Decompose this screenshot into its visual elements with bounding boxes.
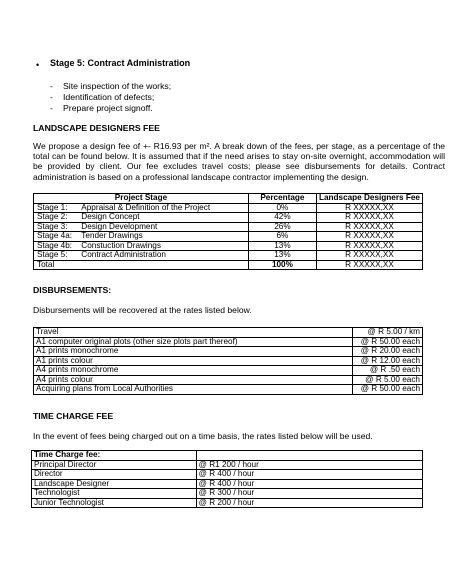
bullet-point: • (36, 60, 40, 70)
stage-percentage: 13% (248, 251, 316, 261)
disbursement-rate: @ R 50.00 each (353, 385, 423, 395)
disbursement-item: Acquiring plans from Local Authorities (34, 385, 353, 395)
time-charge-header-empty (196, 451, 422, 461)
table-total-row (34, 260, 423, 270)
disbursement-rate: @ R .50 each (353, 366, 423, 376)
time-charge-role: Junior Technologist (32, 498, 197, 508)
landscape-fee-paragraph: We propose a design fee of +- R16.93 per m². A break down of the fees, per stage, as a percentage of the total can be found below. It is assumed that if the need arises to stay on-site overnight, accommodation will be provided by client. Our fee excludes travel costs; please see disbursements for details. Contract administration is based on a professional landscape contractor implementing the design. (33, 141, 445, 182)
stage-code: Stage 4a: (34, 232, 79, 242)
disbursement-item: A1 computer original plots (other size plots part thereof) (34, 337, 353, 347)
time-charge-rate: @ R 400 / hour (196, 470, 422, 480)
stage-name: Design Development (78, 222, 248, 232)
task-item: - Prepare project signoff. (50, 103, 171, 114)
stage-name: Design Concept (78, 213, 248, 223)
header-percentage: Percentage (248, 194, 316, 204)
time-charge-role: Landscape Designer (32, 479, 197, 489)
time-charge-rate: @ R 400 / hour (196, 479, 422, 489)
stage-fee: R XXXXX,XX (316, 251, 422, 261)
table-row (34, 232, 423, 242)
disbursement-item: A4 prints monochrome (34, 366, 353, 376)
time-charge-role: Principal Director (32, 460, 197, 470)
disbursement-rate: @ R 5.00 each (353, 375, 423, 385)
table-row (34, 366, 423, 376)
disbursement-rate: @ R 20.00 each (353, 347, 423, 357)
disbursement-item: A4 prints colour (34, 375, 353, 385)
disbursements-table (33, 327, 423, 395)
time-charge-rate: @ R 300 / hour (196, 489, 422, 499)
table-row (34, 251, 423, 261)
table-row (34, 328, 423, 338)
table-header-row (34, 194, 423, 204)
stage-name: Constuction Drawings (78, 241, 248, 251)
table-row (34, 385, 423, 395)
stage-code: Stage 1: (34, 203, 79, 213)
time-charge-table (31, 450, 423, 508)
stage-code: Stage 4b: (34, 241, 79, 251)
disbursements-heading: DISBURSEMENTS: (33, 285, 112, 295)
task-item: - Site inspection of the works; (50, 81, 171, 92)
time-charge-heading: TIME CHARGE FEE (33, 411, 114, 421)
table-row (32, 498, 423, 508)
stage-name: Appraisal & Definition of the Project (78, 203, 248, 213)
disbursement-item: A1 prints monochrome (34, 347, 353, 357)
table-row (32, 489, 423, 499)
stage-percentage: 0% (248, 203, 316, 213)
stage-fee: R XXXXX,XX (316, 241, 422, 251)
header-project-stage: Project Stage (34, 194, 249, 204)
total-name (78, 260, 248, 270)
disbursements-intro: Disbursements will be recovered at the rates listed below. (33, 305, 252, 315)
stage-percentage: 6% (248, 232, 316, 242)
stage-fee: R XXXXX,XX (316, 222, 422, 232)
stage-code: Stage 5: (34, 251, 79, 261)
time-charge-rate: @ R1 200 / hour (196, 460, 422, 470)
total-label: Total (34, 260, 79, 270)
stage-fee: R XXXXX,XX (316, 203, 422, 213)
disbursement-item: Travel (34, 328, 353, 338)
stage-percentage: 13% (248, 241, 316, 251)
time-charge-role: Technologist (32, 489, 197, 499)
stage-percentage: 42% (248, 213, 316, 223)
time-charge-rate: @ R 200 / hour (196, 498, 422, 508)
stage-fee: R XXXXX,XX (316, 232, 422, 242)
stage-name: Tender Drawings (78, 232, 248, 242)
stage-fee: R XXXXX,XX (316, 213, 422, 223)
stage-5-task-list (50, 81, 171, 114)
disbursement-rate: @ R 5.00 / km (353, 328, 423, 338)
disbursement-rate: @ R 12.00 each (353, 356, 423, 366)
stage-name: Contract Administration (78, 251, 248, 261)
landscape-fee-table (33, 193, 423, 270)
time-charge-role: Director (32, 470, 197, 480)
disbursement-rate: @ R 50.00 each (353, 337, 423, 347)
table-row (34, 213, 423, 223)
total-fee: R XXXXX,XX (316, 260, 422, 270)
stage-code: Stage 2: (34, 213, 79, 223)
header-designers-fee: Landscape Designers Fee (316, 194, 422, 204)
disbursement-item: A1 prints colour (34, 356, 353, 366)
stage-5-title: Stage 5: Contract Administration (50, 58, 191, 68)
stage-code: Stage 3: (34, 222, 79, 232)
total-percentage: 100% (248, 260, 316, 270)
time-charge-intro: In the event of fees being charged out on a time basis, the rates listed below will be used. (33, 431, 373, 441)
task-item: - Identification of defects; (50, 92, 171, 103)
table-header-row (32, 451, 423, 461)
landscape-fee-heading: LANDSCAPE DESIGNERS FEE (33, 123, 160, 133)
stage-percentage: 26% (248, 222, 316, 232)
table-row (34, 347, 423, 357)
table-row (32, 470, 423, 480)
time-charge-header: Time Charge fee: (32, 451, 197, 461)
